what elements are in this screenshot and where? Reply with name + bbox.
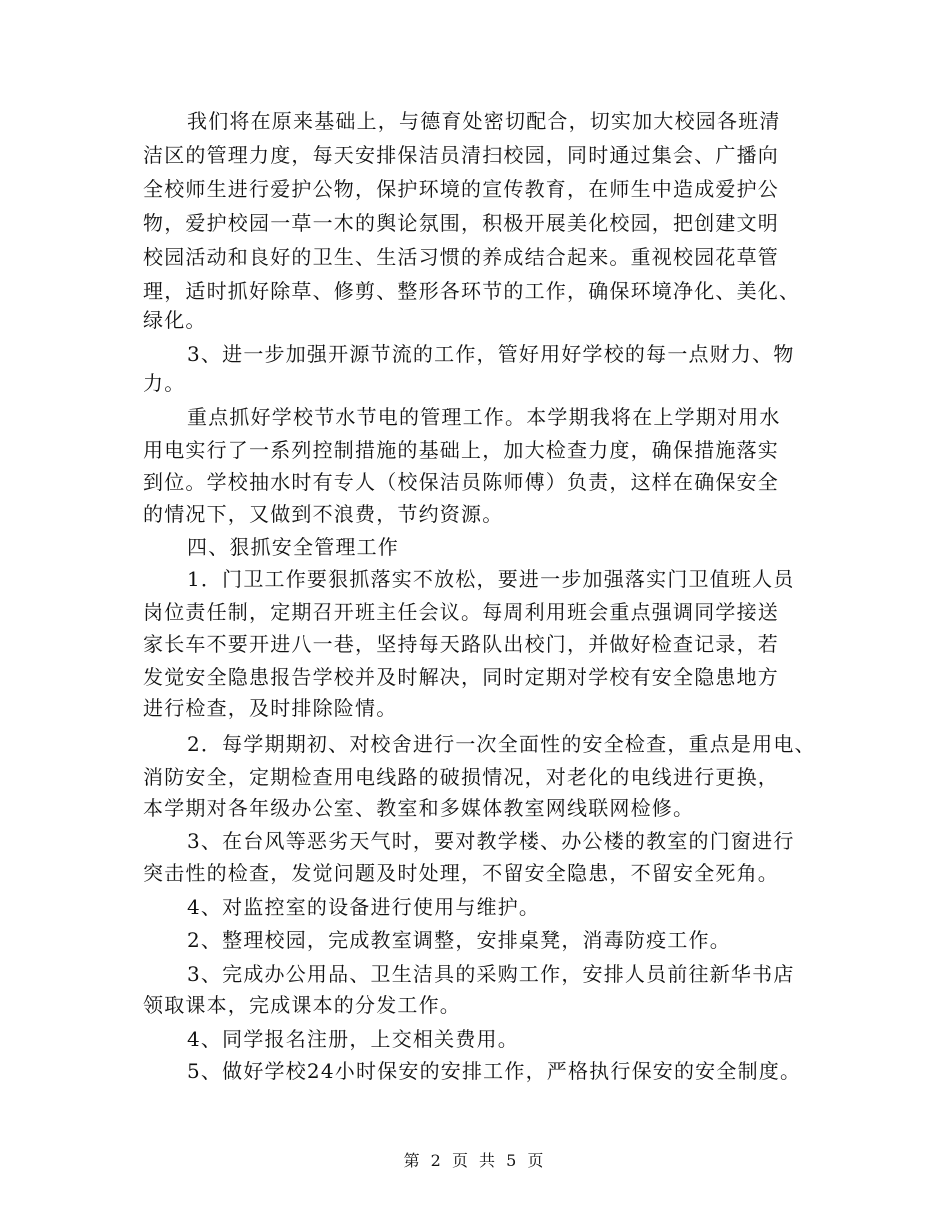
text-line: 2、整理校园，完成教室调整，安排桌凳，消毒防疫工作。	[187, 928, 731, 952]
text-line: 4、同学报名注册，上交相关费用。	[187, 1027, 519, 1051]
text-line: 重点抓好学校节水节电的管理工作。本学期我将在上学期对用水	[187, 405, 781, 429]
text-line: 突击性的检查，发觉问题及时处理，不留安全隐患，不留安全死角。	[143, 861, 779, 885]
text-line: 理，适时抓好除草、修剪、整形各环节的工作，确保环境净化、美化、	[143, 279, 801, 303]
text-line: 岗位责任制，定期召开班主任会议。每周利用班会重点强调同学接送	[143, 600, 779, 624]
text-line: 1．门卫工作要狠抓落实不放松，要进一步加强落实门卫值班人员	[187, 567, 795, 591]
text-line: 家长车不要开进八一巷，坚持每天路队出校门，并做好检查记录，若	[143, 632, 779, 656]
text-line: 领取课本，完成课本的分发工作。	[143, 993, 461, 1017]
text-line: 本学期对各年级办公室、教室和多媒体教室网线联网检修。	[143, 796, 695, 820]
text-line: 力。	[143, 371, 186, 395]
text-line: 3、完成办公用品、卫生洁具的采购工作，安排人员前往新华书店	[187, 962, 795, 986]
text-line: 发觉安全隐患报告学校并及时解决，同时定期对学校有安全隐患地方	[143, 665, 779, 689]
text-line: 物，爱护校园一草一木的舆论氛围，积极开展美化校园，把创建文明	[143, 211, 779, 235]
page-footer: 第 2 页 共 5 页	[403, 1151, 547, 1170]
text-line: 到位。学校抽水时有专人（校保洁员陈师傅）负责，这样在确保安全	[143, 470, 779, 494]
text-line: 我们将在原来基础上，与德育处密切配合，切实加大校园各班清	[187, 109, 781, 133]
text-line: 5、做好学校24小时保安的安排工作，严格执行保安的安全制度。	[187, 1059, 802, 1083]
text-line: 3、在台风等恶劣天气时，要对教学楼、办公楼的教室的门窗进行	[187, 829, 795, 853]
text-line: 洁区的管理力度，每天安排保洁员清扫校园，同时通过集会、广播向	[143, 143, 779, 167]
text-line: 全校师生进行爱护公物，保护环境的宣传教育，在师生中造成爱护公	[143, 177, 779, 201]
text-line: 3、进一步加强开源节流的工作，管好用好学校的每一点财力、物	[187, 342, 795, 366]
text-line: 用电实行了一系列控制措施的基础上，加大检查力度，确保措施落实	[143, 438, 779, 462]
section-heading: 四、狠抓安全管理工作	[187, 535, 399, 559]
text-line: 进行检查，及时排除险情。	[143, 696, 398, 720]
text-line: 绿化。	[143, 308, 207, 332]
text-line: 消防安全，定期检查用电线路的破损情况，对老化的电线进行更换，	[143, 765, 779, 789]
text-line: 校园活动和良好的卫生、生活习惯的养成结合起来。重视校园花草管	[143, 245, 779, 269]
text-line: 4、对监控室的设备进行使用与维护。	[187, 895, 541, 919]
text-line: 2．每学期期初、对校舍进行一次全面性的安全检查，重点是用电、	[187, 732, 816, 756]
text-line: 的情况下，又做到不浪费，节约资源。	[143, 502, 504, 526]
